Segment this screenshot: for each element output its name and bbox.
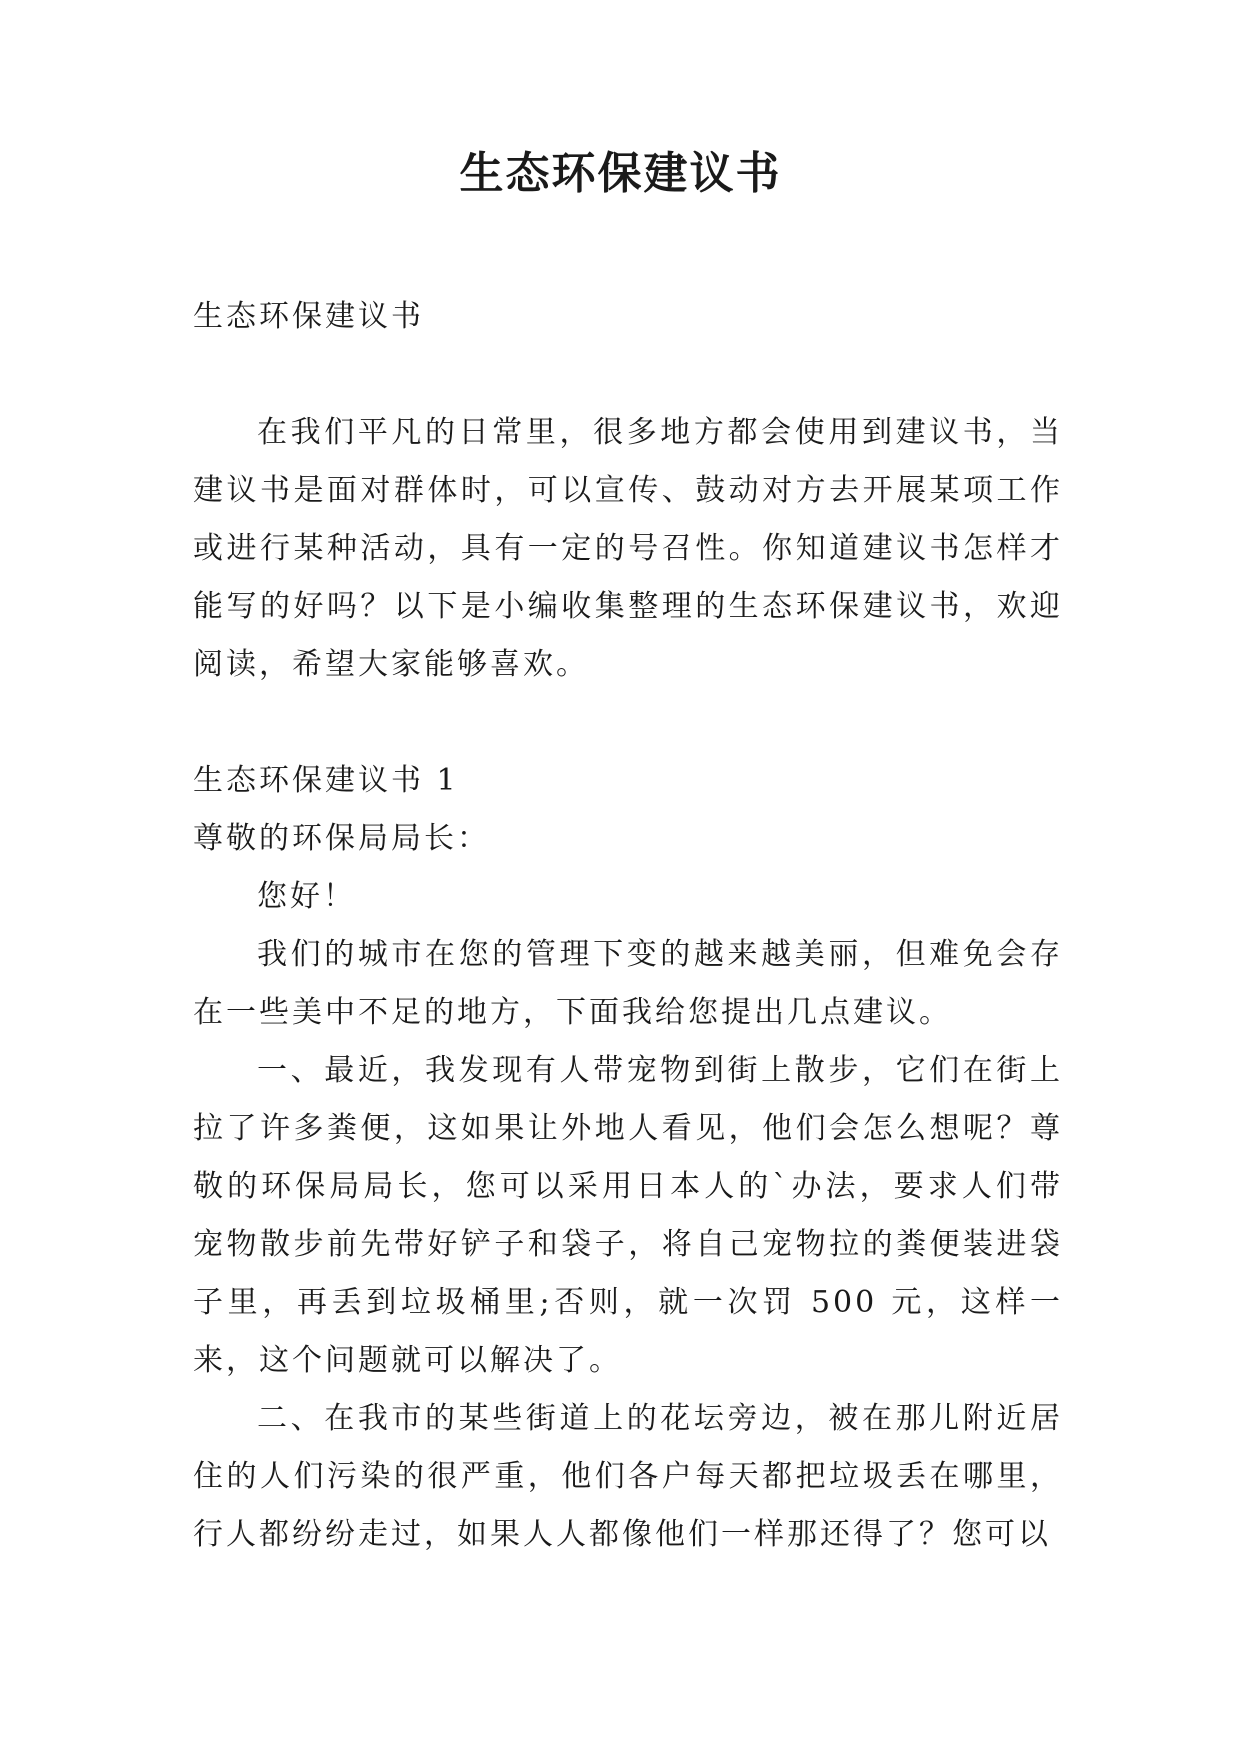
body-paragraph: 二、在我市的某些街道上的花坛旁边，被在那儿附近居住的人们污染的很严重，他们各户每天都把垃圾丢在哪里，行人都纷纷走过，如果人人都像他们一样那还得了？您可以: [193, 1401, 1063, 1552]
salutation: 尊敬的环保局局长：: [193, 821, 490, 856]
document-body: [193, 288, 1063, 1564]
document-subtitle: 生态环保建议书: [193, 299, 424, 334]
greeting: 您好！: [257, 879, 356, 914]
body-paragraph: 一、最近，我发现有人带宠物到街上散步，它们在街上拉了许多粪便，这如果让外地人看见，他们会怎么想呢？尊敬的环保局局长，您可以采用日本人的`办法，要求人们带宠物散步前先带好铲子和袋子，将自己宠物拉的粪便装进袋子里，再丢到垃圾桶里;否则，就一次罚 500 元，这样一来，这个问题就可以解决了。: [193, 1053, 1063, 1378]
body-paragraph: 我们的城市在您的管理下变的越来越美丽，但难免会存在一些美中不足的地方，下面我给您提出几点建议。: [193, 937, 1063, 1030]
intro-paragraph: 在我们平凡的日常里，很多地方都会使用到建议书，当建议书是面对群体时，可以宣传、鼓动对方去开展某项工作或进行某种活动，具有一定的号召性。你知道建议书怎样才能写的好吗？以下是小编收集整理的生态环保建议书，欢迎阅读，希望大家能够喜欢。: [193, 415, 1063, 682]
document-title: 生态环保建议书: [459, 148, 782, 199]
section-heading: 生态环保建议书 1: [193, 763, 459, 798]
